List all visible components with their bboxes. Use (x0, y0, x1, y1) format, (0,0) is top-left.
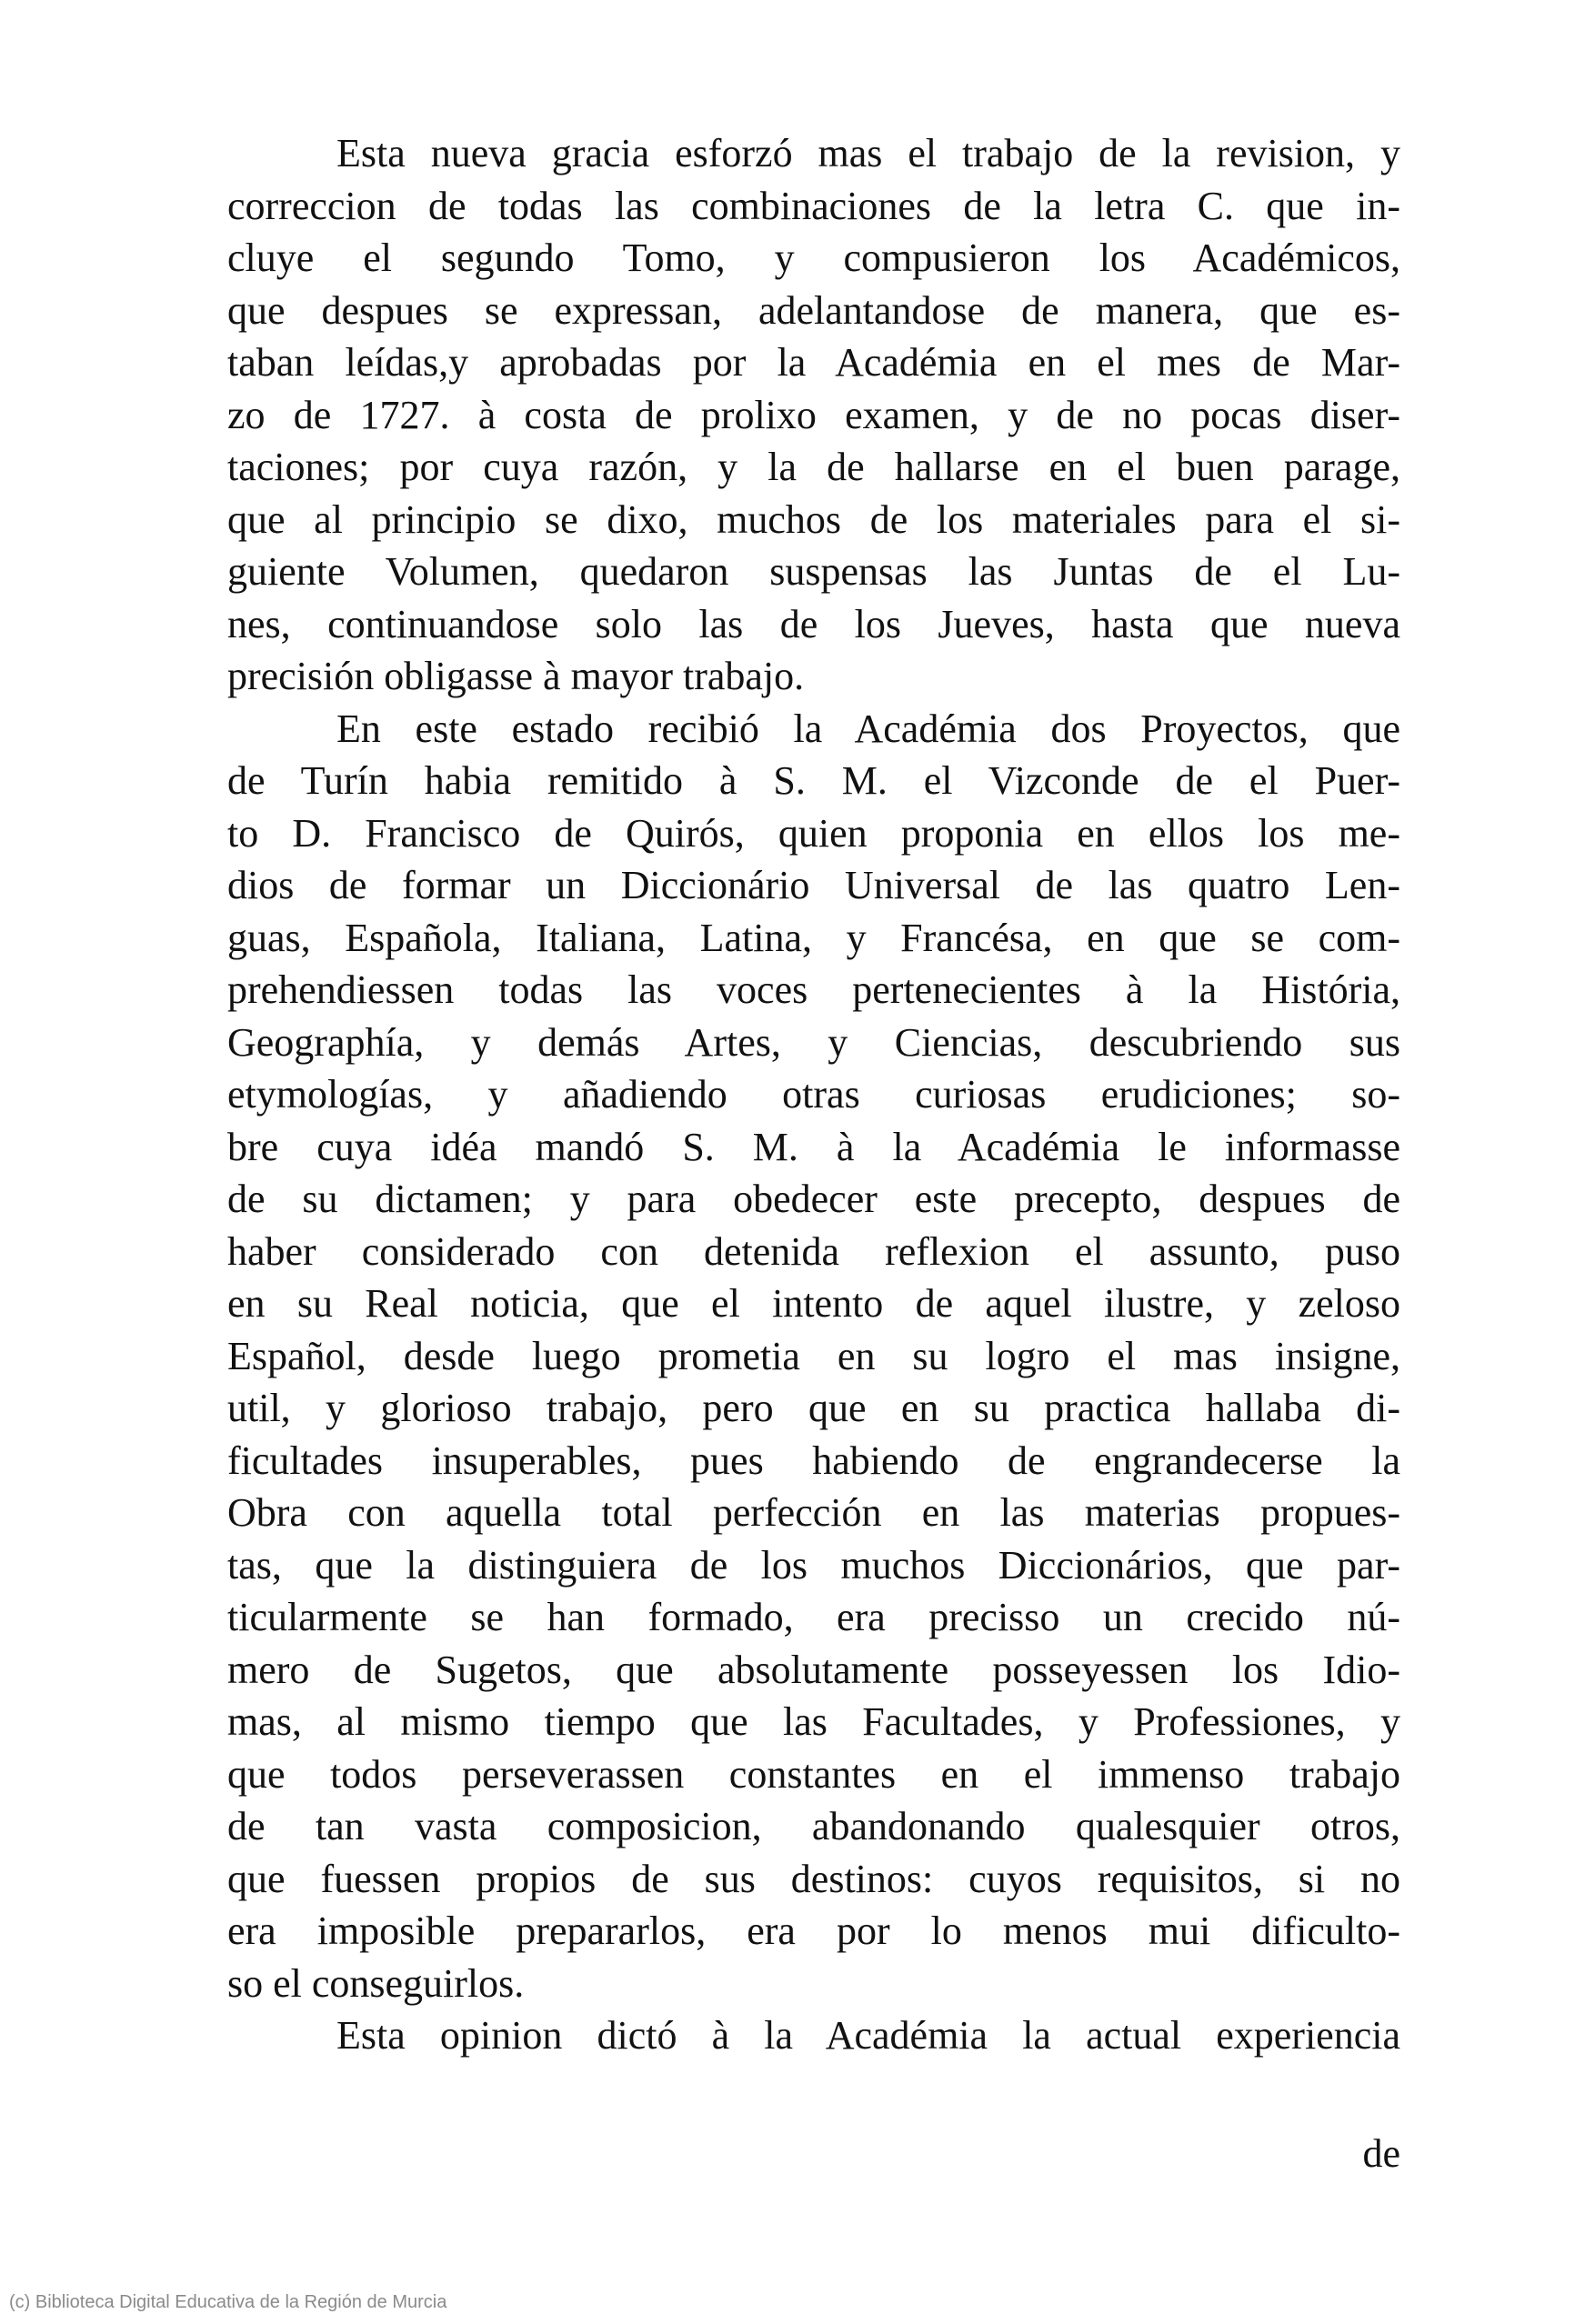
text-line: Geographía, y demás Artes, y Ciencias, descubriendo sus (227, 1019, 1400, 1065)
text-line: En este estado recibió la Académia dos Proyectos, que (336, 706, 1400, 751)
text-line: etymologías, y añadiendo otras curiosas erudiciones; so- (227, 1072, 1400, 1117)
body-text (227, 127, 1400, 2062)
text-line: guas, Española, Italiana, Latina, y Francésa, en que se com- (227, 915, 1400, 960)
text-line: tas, que la distinguiera de los muchos Diccionários, que par- (227, 1542, 1400, 1588)
footer-credit: (c) Biblioteca Digital Educativa de la Región de Murcia (9, 2292, 447, 2312)
text-line: que fuessen propios de sus destinos: cuyos requisitos, si no (227, 1856, 1400, 1901)
text-line: Obra con aquella total perfección en las materias propues- (227, 1490, 1400, 1535)
text-line: prehendiessen todas las voces pertenecientes à la História, (227, 967, 1400, 1012)
text-line: de Turín habia remitido à S. M. el Vizconde de el Puer- (227, 758, 1400, 803)
text-line: mas, al mismo tiempo que las Facultades, y Professiones, y (227, 1699, 1400, 1744)
text-line: de su dictamen; y para obedecer este precepto, despues de (227, 1177, 1400, 1221)
text-line: que al principio se dixo, muchos de los materiales para el si- (227, 496, 1400, 542)
text-line: Español, desde luego prometia en su logro el mas insigne, (227, 1333, 1400, 1378)
text-line: util, y glorioso trabajo, pero que en su practica hallaba di- (227, 1386, 1400, 1430)
text-line: cluye el segundo Tomo, y compusieron los Académicos, (227, 235, 1400, 280)
text-line: que todos perseverassen constantes en el immenso trabajo (227, 1751, 1400, 1797)
text-line: precisión obligasse à mayor trabajo. (227, 654, 805, 698)
text-line: que despues se expressan, adelantandose de manera, que es- (227, 287, 1400, 333)
text-line: taciones; por cuya razón, y la de hallarse en el buen parage, (227, 445, 1400, 489)
text-line: en su Real noticia, que el intento de aquel ilustre, y zeloso (227, 1281, 1400, 1326)
text-line: de tan vasta composicion, abandonando qualesquier otros, (227, 1804, 1400, 1848)
text-line: ficultades insuperables, pues habiendo de engrandecerse la (227, 1437, 1400, 1483)
text-line: zo de 1727. à costa de prolixo examen, y de no pocas diser- (227, 392, 1400, 437)
text-line: so el conseguirlos. (227, 1960, 525, 2006)
text-line: correccion de todas las combinaciones de la letra C. que in- (227, 183, 1400, 228)
text-line: to D. Francisco de Quirós, quien proponia en ellos los me- (227, 810, 1400, 856)
text-line: haber considerado con detenida reflexion el assunto, puso (227, 1228, 1400, 1274)
text-line: era imposible prepararlos, era por lo menos mui dificulto- (227, 1908, 1400, 1953)
text-line: Esta nueva gracia esforzó mas el trabajo de la revision, y (336, 131, 1400, 175)
text-line: taban leídas,y aprobadas por la Académia en el mes de Mar- (227, 340, 1400, 385)
catchword: de (1362, 2131, 1400, 2176)
text-line: guiente Volumen, quedaron suspensas las Juntas de el Lu- (227, 549, 1400, 594)
text-line: mero de Sugetos, que absolutamente posseyessen los Idio- (227, 1647, 1400, 1692)
text-line: dios de formar un Diccionário Universal de las quatro Len- (227, 863, 1400, 907)
text-line: ticularmente se han formado, era precisso un crecido nú- (227, 1595, 1400, 1639)
text-line: Esta opinion dictó à la Académia la actual experiencia (336, 2013, 1400, 2058)
text-line: bre cuya idéa mandó S. M. à la Académia le informasse (227, 1124, 1400, 1169)
text-line: nes, continuandose solo las de los Jueves, hasta que nueva (227, 601, 1400, 646)
